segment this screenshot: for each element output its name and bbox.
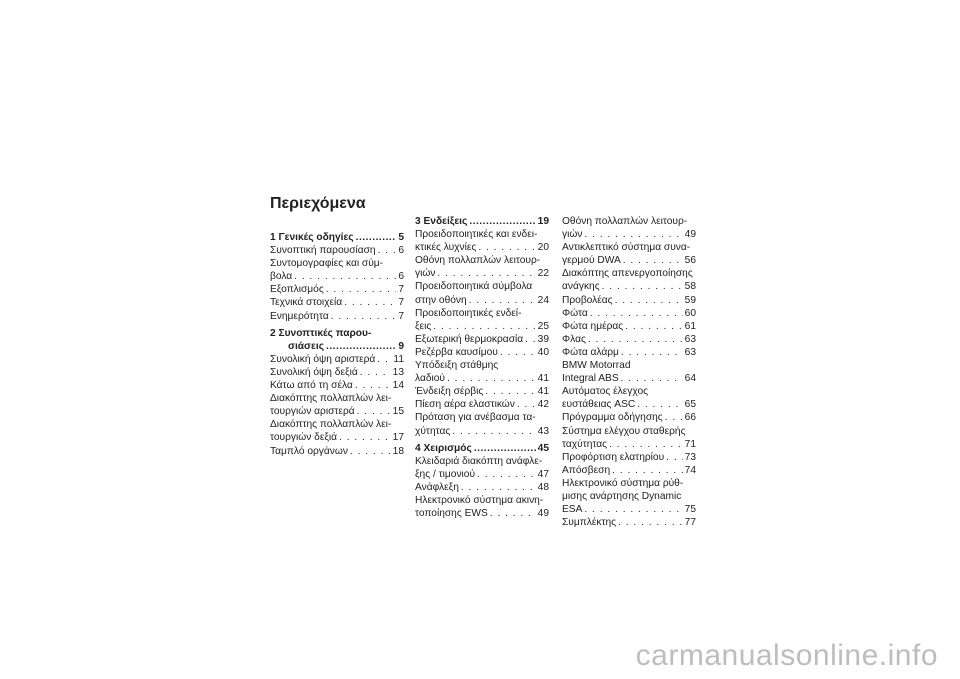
dot-leader [478,241,535,254]
toc-page-number: 24 [537,294,549,306]
toc-page-number: 66 [684,412,696,424]
toc-page-number: 47 [537,468,549,480]
toc-entry-row [270,310,404,323]
toc-entry-row [270,270,404,283]
toc-entry[interactable] [415,411,549,437]
dot-leader [590,307,683,320]
toc-entry[interactable] [562,307,696,320]
toc-entry-row [415,442,549,455]
toc-entry-row [415,294,549,307]
toc-entry-row [562,294,696,307]
toc-entry[interactable] [270,244,404,257]
dot-leader [666,451,682,464]
toc-page-number: 20 [537,242,549,254]
toc-entry-row [415,333,549,346]
toc-entry-row [562,503,696,516]
dot-leader [500,346,536,359]
toc-page-number: 9 [398,340,404,352]
toc-entry-text: 3 Ενδείξεις [415,216,468,227]
toc-entry[interactable] [562,411,696,424]
toc-entry-text: σιάσεις [288,340,324,352]
toc-entry-text: Κλειδαριά διακόπτη ανάφλε- [415,455,543,467]
toc-page-number: 41 [537,386,549,398]
toc-page-number: 61 [684,320,696,332]
toc-entry-row [562,464,696,477]
toc-page-number: 43 [537,425,549,437]
toc-page-number: 49 [537,508,549,520]
toc-entry-text: Τεχνικά στοιχεία [270,297,343,309]
toc-entry-row [562,333,696,346]
toc-entry-text: Διακόπτης πολλαπλών λει- [270,419,392,431]
toc-entry-text: Ενημερότητα [270,310,329,322]
toc-page-number: 75 [684,504,696,516]
dot-leader [356,231,397,244]
toc-entry[interactable] [415,228,549,254]
toc-entry[interactable] [415,254,549,280]
toc-entry[interactable] [270,310,404,323]
toc-entry-row [562,372,696,385]
toc-entry-text: γιών [415,268,436,280]
toc-entry-row [415,267,549,280]
dot-leader [344,296,396,309]
toc-entry-row [270,405,404,418]
toc-entry-text: Ηλεκτρονικό σύστημα ρύθ- [562,477,684,489]
toc-entry-row [562,280,696,293]
toc-page-number: 40 [537,346,549,358]
dot-leader [621,372,683,385]
toc-entry[interactable] [562,464,696,477]
toc-page-number: 14 [392,380,404,392]
toc-entry[interactable] [270,257,404,283]
toc-page-number: 77 [684,517,696,529]
toc-entry-row [562,307,696,320]
toc-page-number: 41 [537,373,549,385]
toc-entry-text: Πρόγραμμα οδήγησης [562,412,663,424]
toc-entry-row [270,283,404,296]
toc-entry-row [562,516,696,529]
toc-column-2 [415,215,549,520]
toc-page-number: 18 [392,445,404,457]
toc-entry-row [562,398,696,411]
toc-entry-text: Προειδοποιητικές ενδεί- [415,307,522,319]
toc-page-number: 6 [398,245,404,257]
toc-chapter[interactable] [270,231,404,244]
toc-entry[interactable] [415,280,549,306]
toc-entry-text: ξης / τιμονιού [415,468,476,480]
toc-entry[interactable] [270,445,404,458]
toc-entry-row [270,445,404,458]
toc-page-number: 64 [684,373,696,385]
dot-leader [637,398,682,411]
toc-entry-text: τουργιών αριστερά [270,406,355,418]
dot-leader [326,283,397,296]
toc-entry-text: Συντομογραφίες και σύμ- [270,258,384,270]
toc-entry-text: Οθόνη πολλαπλών λειτουρ- [415,255,541,267]
toc-entry-text: 1 Γενικές οδηγίες [270,232,354,243]
toc-page-number: 42 [537,399,549,411]
dot-leader [588,333,683,346]
toc-page-number: 11 [393,353,404,365]
dot-leader [485,385,535,398]
dot-leader [609,438,683,451]
toc-entry-text: Συνοπτική παρουσίαση [270,245,376,257]
toc-entry-text: 4 Χειρισμός [415,442,472,454]
toc-page-number: 71 [684,438,696,450]
toc-page-number: 60 [684,307,696,319]
toc-entry-text: 2 Συνοπτικές παρου- [270,327,372,339]
toc-entry[interactable] [562,215,696,241]
toc-entry-text: Φώτα αλάρμ [562,346,619,358]
toc-entry-text: Συνολική όψη αριστερά [270,353,376,365]
toc-page-number: 7 [398,284,404,296]
dot-leader [618,516,683,529]
dot-leader [378,244,397,257]
toc-column-3 [562,215,696,529]
toc-entry-row [562,411,696,424]
toc-entry[interactable] [270,418,404,444]
toc-entry[interactable] [415,494,549,520]
dot-leader [447,372,536,385]
toc-entry-text: κτικές λυχνίες [415,242,477,254]
toc-chapter[interactable] [415,215,549,228]
toc-entry-text: ανάγκης [562,281,600,293]
toc-entry-text: Προφόρτιση ελατηρίου [562,451,665,463]
toc-entry-row [270,353,404,366]
toc-entry[interactable] [415,481,549,494]
toc-page-number: 13 [392,366,404,378]
toc-entry-row [415,468,549,481]
toc-entry-text: Ανάφλεξη [415,481,459,493]
toc-entry-row [415,346,549,359]
toc-page-number: 45 [537,442,549,454]
toc-entry-text: Ταμπλό οργάνων [270,445,348,457]
toc-entry-text: Εξωτερική θερμοκρασία [415,333,524,345]
toc-entry[interactable] [562,241,696,267]
toc-page-number: 49 [684,229,696,241]
toc-entry[interactable] [270,379,404,392]
dot-leader [326,340,396,353]
toc-entry-text: μισης ανάρτησης Dynamic [562,490,682,502]
dot-leader [623,254,683,267]
toc-entry-text: Διακόπτης απενεργοποίησης [562,268,693,280]
toc-entry-text: ESA [562,504,583,516]
toc-entry-text: Προειδοποιητικές και ενδει- [415,229,538,241]
dot-leader [584,228,682,241]
dot-leader [355,379,391,392]
toc-entry-row [415,507,549,520]
toc-entry-text: BMW Motorrad [562,360,631,372]
toc-page-number: 59 [684,294,696,306]
toc-entry-row [415,425,549,438]
toc-entry-text: λαδιού [415,373,446,385]
dot-leader [474,442,536,455]
toc-page-number: 39 [537,333,549,345]
toc-page-number: 7 [398,310,404,322]
toc-entry-text: γερμού DWA [562,255,621,267]
toc-page-number: 22 [537,268,549,280]
toc-entry-row [562,438,696,451]
dot-leader [437,267,535,280]
dot-leader [452,425,535,438]
dot-leader [339,431,391,444]
toc-page-number: 6 [398,271,404,283]
toc-entry-text: Εξοπλισμός [270,284,324,296]
toc-entry-text: βολα [270,271,293,283]
toc-entry-row [415,385,549,398]
toc-entry[interactable] [415,307,549,333]
dot-leader [469,215,535,228]
dot-leader [602,280,683,293]
toc-page-number: 25 [537,320,549,332]
toc-entry[interactable] [562,294,696,307]
toc-entry[interactable] [562,267,696,293]
toc-entry-text: Φώτα ημέρας [562,320,624,332]
dot-leader [360,366,391,379]
toc-entry-row [415,215,549,228]
toc-entry-text: Συνολική όψη δεξιά [270,366,358,378]
dot-leader [469,294,536,307]
toc-entry-text: Ρεζέρβα καυσίμου [415,346,498,358]
toc-entry[interactable] [415,359,549,385]
toc-entry-row [415,320,549,333]
toc-entry-text: χύτητας [415,425,451,437]
toc-entry-text: Υπόδειξη στάθμης [415,360,499,372]
toc-entry-text: Φώτα [562,307,588,319]
dot-leader [625,320,682,333]
dot-leader [377,353,391,366]
toc-entry-text: Integral ABS [562,373,619,385]
toc-entry[interactable] [562,516,696,529]
toc-entry-text: Οθόνη πολλαπλών λειτουρ- [562,216,688,227]
toc-entry-text: τοποίησης EWS [415,508,488,520]
dot-leader [294,270,396,283]
toc-entry[interactable] [562,477,696,516]
toc-entry-text: Διακόπτης πολλαπλών λει- [270,393,392,405]
toc-entry[interactable] [562,333,696,346]
toc-entry-text: Πίεση αέρα ελαστικών [415,399,515,411]
toc-entry-text: στην οθόνη [415,294,467,306]
toc-entry-text: Αντικλεπτικό σύστημα συνα- [562,242,691,254]
toc-entry-text: Κάτω από τη σέλα [270,380,353,392]
toc-page-number: 65 [684,399,696,411]
toc-chapter[interactable] [270,327,404,353]
toc-entry-row [562,346,696,359]
dot-leader [433,320,535,333]
toc-entry[interactable] [562,425,696,451]
toc-entry[interactable] [562,359,696,385]
toc-entry-row [415,241,549,254]
dot-leader [525,333,536,346]
toc-page-number: 15 [392,406,404,418]
toc-entry[interactable] [415,385,549,398]
toc-column-1 [270,231,404,458]
toc-page-number: 63 [684,333,696,345]
dot-leader [331,310,397,323]
toc-entry-row [270,231,404,244]
toc-page-number: 48 [537,481,549,493]
dot-leader [621,346,683,359]
watermark: carmanualsonline.info [635,639,938,672]
toc-entry-text: Σύστημα ελέγχου σταθερής [562,425,686,437]
toc-page-number: 56 [684,255,696,267]
dot-leader [477,468,536,481]
toc-page-number: 5 [398,232,404,243]
dot-leader [357,405,391,418]
toc-entry-row [270,366,404,379]
toc-entry[interactable] [562,320,696,333]
toc-page-number: 74 [684,464,696,476]
toc-entry[interactable] [415,346,549,359]
toc-entry-row [415,481,549,494]
toc-entry[interactable] [562,346,696,359]
toc-entry[interactable] [270,392,404,418]
dot-leader [517,398,536,411]
dot-leader [350,445,391,458]
toc-entry[interactable] [270,353,404,366]
toc-entry-row [562,451,696,464]
toc-entry-text: Απόσβεση [562,464,611,476]
toc-entry[interactable] [415,455,549,481]
toc-entry-text: Ηλεκτρονικό σύστημα ακινη- [415,494,544,506]
toc-entry-row [562,228,696,241]
toc-entry-text: τουργιών δεξιά [270,432,338,444]
toc-entry[interactable] [562,385,696,411]
toc-entry-row [562,254,696,267]
toc-entry-row [270,296,404,309]
toc-entry[interactable] [270,366,404,379]
toc-entry-text: Αυτόματος έλεγχος [562,386,649,398]
toc-page-number: 73 [684,451,696,463]
dot-leader [461,481,536,494]
toc-page-number: 7 [398,297,404,309]
toc-entry[interactable] [562,451,696,464]
toc-entry-row [562,320,696,333]
toc-entry-text: Προειδοποιητικά σύμβολα [415,281,533,293]
toc-entry-text: Προβολέας [562,294,613,306]
page-title: Περιεχόμενα [270,195,366,212]
toc-page-number: 19 [537,216,549,227]
toc-entry-text: Πρόταση για ανέβασμα τα- [415,412,536,424]
dot-leader [584,503,682,516]
toc-entry-row [270,244,404,257]
toc-entry-text: γιών [562,229,583,241]
dot-leader [615,294,683,307]
toc-entry-text: Φλας [562,333,586,345]
toc-entry[interactable] [270,296,404,309]
toc-entry-text: ευστάθειας ASC [562,399,636,411]
toc-entry-row [415,372,549,385]
dot-leader [490,507,536,520]
toc-entry-text: ξεις [415,320,432,332]
dot-leader [665,411,683,424]
toc-entry-text: Συμπλέκτης [562,517,617,529]
toc-entry-row [270,431,404,444]
toc-entry-row [415,398,549,411]
toc-entry[interactable] [415,333,549,346]
toc-entry-row [270,340,404,353]
toc-chapter[interactable] [415,442,549,455]
toc-entry-text: ταχύτητας [562,438,608,450]
toc-entry-text: Ένδειξη σέρβις [415,386,484,398]
toc-page-number: 58 [684,281,696,293]
toc-page-number: 17 [392,432,404,444]
toc-entry[interactable] [270,283,404,296]
dot-leader [612,464,683,477]
toc-entry[interactable] [415,398,549,411]
toc-entry-row [270,379,404,392]
toc-page-number: 63 [684,346,696,358]
